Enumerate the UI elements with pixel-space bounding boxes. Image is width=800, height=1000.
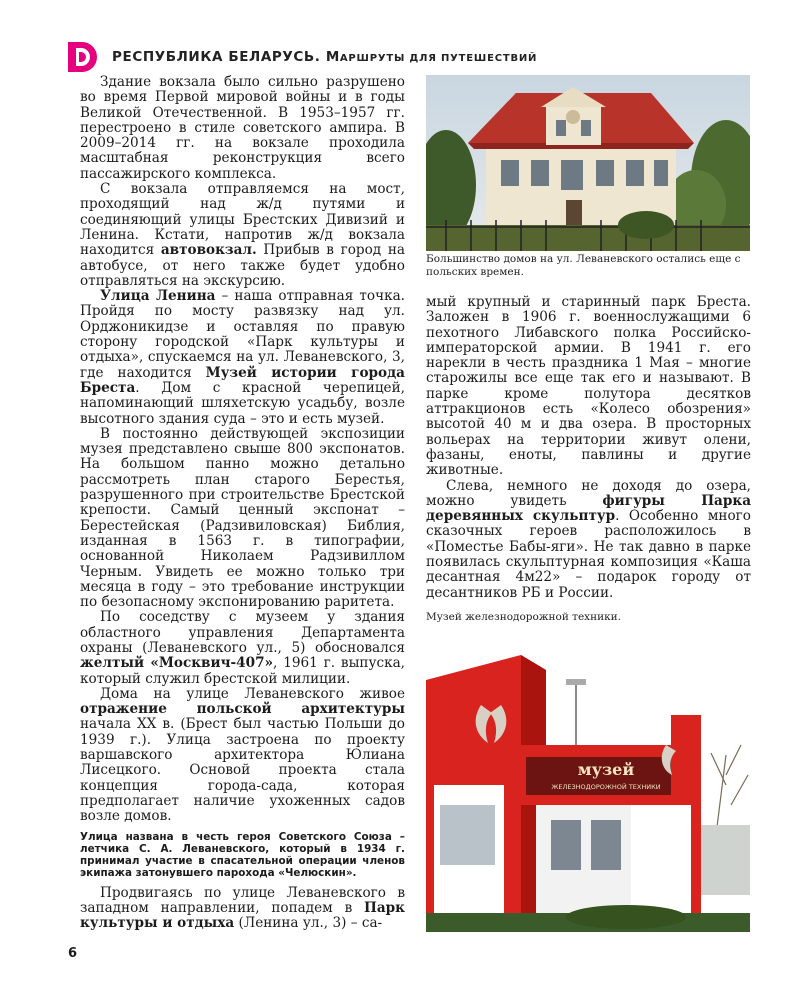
- paragraph: В постоянно действующей экспозиции музея представлено свыше 800 экспонатов. На большом панно можно детально рассмотреть план старого Берестья, разрушенного при строительстве Брестской крепости. Самый ценный экспонат – Берестейская (Радзивиловская) Библия, изданная в 1563 г. в типографии, основанной Николаем Радзивиллом Черным. Увидеть ее можно только три месяца в году – это требование инструкции по безопасному экспонированию раритета.: [80, 425, 405, 611]
- house-caption: Большинство домов на ул. Леваневского остались еще с польских времен.: [426, 253, 741, 278]
- museum-sign-subtitle: ЖЕЛЕЗНОДОРОЖНОЙ ТЕХНИКИ: [551, 783, 661, 791]
- paragraph: Слева, немного не доходя до озера, можно увидеть фигуры Парка деревянных скульптур. Особенно много сказочных героев расположилось в «Поместье Бабы-яги». Не так давно в парке появилась скульптурная композиция «Каша десантная 4м22» – подарок городу от десантников РБ и России.: [426, 477, 751, 601]
- paragraph: Дома на улице Леваневского живое отражение польской архитектуры начала XX в. (Брест был частью Польши до 1939 г.). Улица застроена по проекту варшавского архитектора Юлиана Лисецкого. Основой проекта стала концепция города-сада, которая предполагает наличие ухоженных садов возле домов.: [80, 685, 405, 825]
- house-illustration: [426, 75, 750, 251]
- paragraph: Улица Ленина – наша отправная точка. Пройдя по мосту развязку над ул. Орджоникидзе и оставляя по правую сторону городской «Парк культуры и отдыха», спускаемся на ул. Леваневского, 3, где находится Музей истории города Бреста. Дом с красной черепицей, напоминающий шляхетскую усадьбу, возле высотного здания суда – это и есть музей.: [80, 288, 405, 427]
- sidebar-note: Улица названа в честь героя Советского Союза – летчика С. А. Леваневского, который в 1934 г. принимал участие в спасательной операции членов экипажа затонувшего парохода «Челюскин».: [80, 830, 405, 880]
- header-title: РЕСПУБЛИКА БЕЛАРУСЬ. МАРШРУТЫ ДЛЯ ПУТЕШЕСТВИЙ: [112, 49, 538, 65]
- paragraph: С вокзала отправляемся на мост, проходящий над ж/д путями и соединяющий улицы Брестских Дивизий и Ленина. Кстати, напротив ж/д вокзала находится автовокзал. Прибыв в город на автобусе, от него также будет удобно отправляться на экскурсию.: [80, 181, 405, 289]
- running-header: [68, 40, 768, 76]
- museum-sign-title: музей: [577, 760, 635, 779]
- left-column: [80, 75, 405, 932]
- right-column: [426, 295, 751, 601]
- paragraph: Здание вокзала было сильно разрушено во время Первой мировой войны и в годы Великой Отечественной. В 1953–1957 гг. перестроено в стиле советского ампира. В 2009–2014 гг. на вокзале проходила масштабная реконструкция всего пассажирского комплекса.: [80, 74, 405, 182]
- museum-illustration: [426, 635, 750, 932]
- paragraph: мый крупный и старинный парк Бреста. Заложен в 1906 г. военнослужащими 6 пехотного Либавского полка Российско-императорской армии. В 1941 г. его нарекли в честь праздника 1 Мая – многие старожилы все еще так его и называют. В парке кроме полутора десятков аттракционов есть «Колесо обозрения» высотой 40 м и два озера. В просторных вольерах на территории живут олени, фазаны, еноты, павлины и другие животные.: [426, 294, 751, 479]
- paragraph: По соседству с музеем у здания областного управления Департамента охраны (Леваневского ул., 5) обосновался желтый «Москвич-407», 1961 г. выпуска, который служил брестской милиции.: [80, 609, 405, 687]
- museum-photo: [426, 635, 750, 932]
- museum-caption: Музей железнодорожной техники.: [426, 611, 621, 623]
- page-number: 6: [68, 946, 78, 961]
- brand-logo-icon: [68, 42, 102, 72]
- paragraph: Продвигаясь по улице Леваневского в западном направлении, попадем в Парк культуры и отдыха (Ленина ул., 3) – са-: [80, 884, 405, 932]
- house-photo: [426, 75, 750, 251]
